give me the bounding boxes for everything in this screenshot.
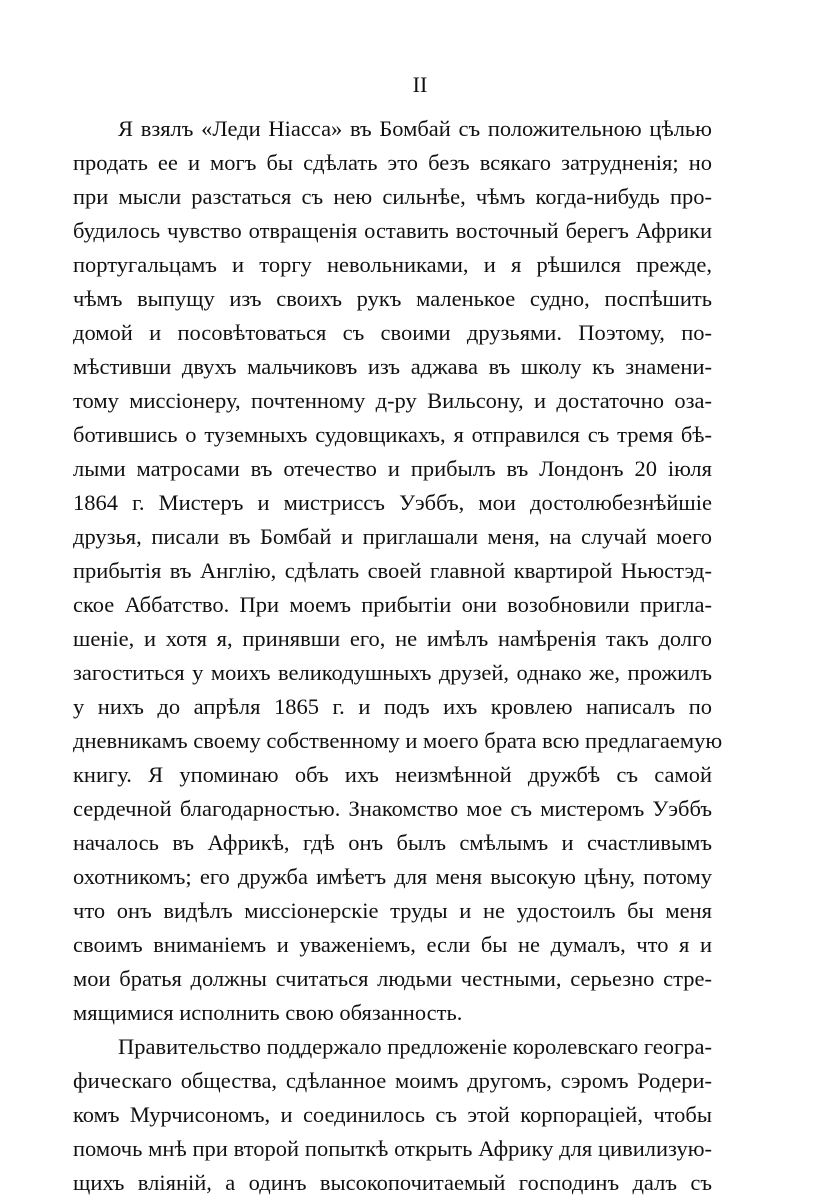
text-line: книгу. Я упоминаю объ ихъ неизмѣнной дружбѣ съ самой	[73, 762, 712, 787]
text-line: будилось чувство отвращенія оставить восточный берегъ Африки	[73, 218, 712, 243]
text-line: мящимися исполнить свою обязанность.	[73, 1000, 463, 1025]
text-line: фическаго общества, сдѣланное моимъ другомъ, сэромъ Родери-	[73, 1068, 712, 1093]
text-line: началось въ Африкѣ, гдѣ онъ былъ смѣлымъ и счастливымъ	[73, 830, 712, 855]
text-line: что онъ видѣлъ миссіонерскіе труды и не удостоилъ бы меня	[73, 898, 712, 923]
text-line: тому миссіонеру, почтенному д-ру Вильсону, и достаточно оза-	[73, 388, 712, 413]
text-line: помочь мнѣ при второй попыткѣ открыть Африку для цивилизую-	[73, 1136, 712, 1161]
text-line: загоститься у моихъ великодушныхъ друзей, однако же, прожилъ	[73, 660, 712, 685]
text-line: дневникамъ своему собственному и моего брата всю предлагаемую	[73, 728, 723, 753]
text-line: 1864 г. Мистеръ и мистриссъ Уэббъ, мои достолюбезнѣйшіе	[73, 490, 712, 515]
text-line: своимъ вниманіемъ и уваженіемъ, если бы не думалъ, что я и	[73, 932, 712, 957]
text-line: щихъ вліяній, а одинъ высокопочитаемый господинъ далъ съ	[73, 1170, 712, 1195]
text-line: ботившись о туземныхъ судовщикахъ, я отправился съ тремя бѣ-	[73, 422, 712, 447]
text-line: лыми матросами въ отечество и прибылъ въ Лондонъ 20 іюля	[73, 456, 712, 481]
text-line: Правительство поддержало предложеніе королевскаго геогра-	[118, 1034, 712, 1059]
text-line: сердечной благодарностью. Знакомство мое съ мистеромъ Уэббъ	[73, 796, 712, 821]
text-line: Я взялъ «Леди Ніасса» въ Бомбай съ положительною цѣлью	[118, 116, 712, 141]
text-line: чѣмъ выпущу изъ своихъ рукъ маленькое судно, поспѣшить	[73, 286, 712, 311]
page-number: II	[412, 72, 428, 97]
text-line: шеніе, и хотя я, принявши его, не имѣлъ намѣренія такъ долго	[73, 626, 712, 651]
text-line: домой и посовѣтоваться съ своими друзьями. Поэтому, по-	[73, 320, 712, 345]
text-line: у нихъ до апрѣля 1865 г. и подъ ихъ кровлею написалъ по	[73, 694, 712, 719]
text-line: ское Аббатство. При моемъ прибытіи они возобновили пригла-	[73, 592, 712, 617]
text-line: охотникомъ; его дружба имѣетъ для меня высокую цѣну, потому	[73, 864, 712, 889]
text-line: друзья, писали въ Бомбай и приглашали меня, на случай моего	[73, 524, 712, 549]
text-line: мои братья должны считаться людьми честными, серьезно стре-	[73, 966, 712, 991]
text-line: мѣстивши двухъ мальчиковъ изъ аджава въ школу къ знамени-	[73, 354, 712, 379]
text-line: прибытія въ Англію, сдѣлать своей главной квартирой Ньюстэд-	[73, 558, 712, 583]
text-line: комъ Мурчисономъ, и соединилось съ этой корпораціей, чтобы	[73, 1102, 712, 1127]
text-line: при мысли разстаться съ нею сильнѣе, чѣмъ когда-нибудь про-	[73, 184, 712, 209]
text-line: продать ее и могъ бы сдѣлать это безъ всякаго затрудненія; но	[73, 150, 712, 175]
text-line: португальцамъ и торгу невольниками, и я рѣшился прежде,	[73, 252, 712, 277]
